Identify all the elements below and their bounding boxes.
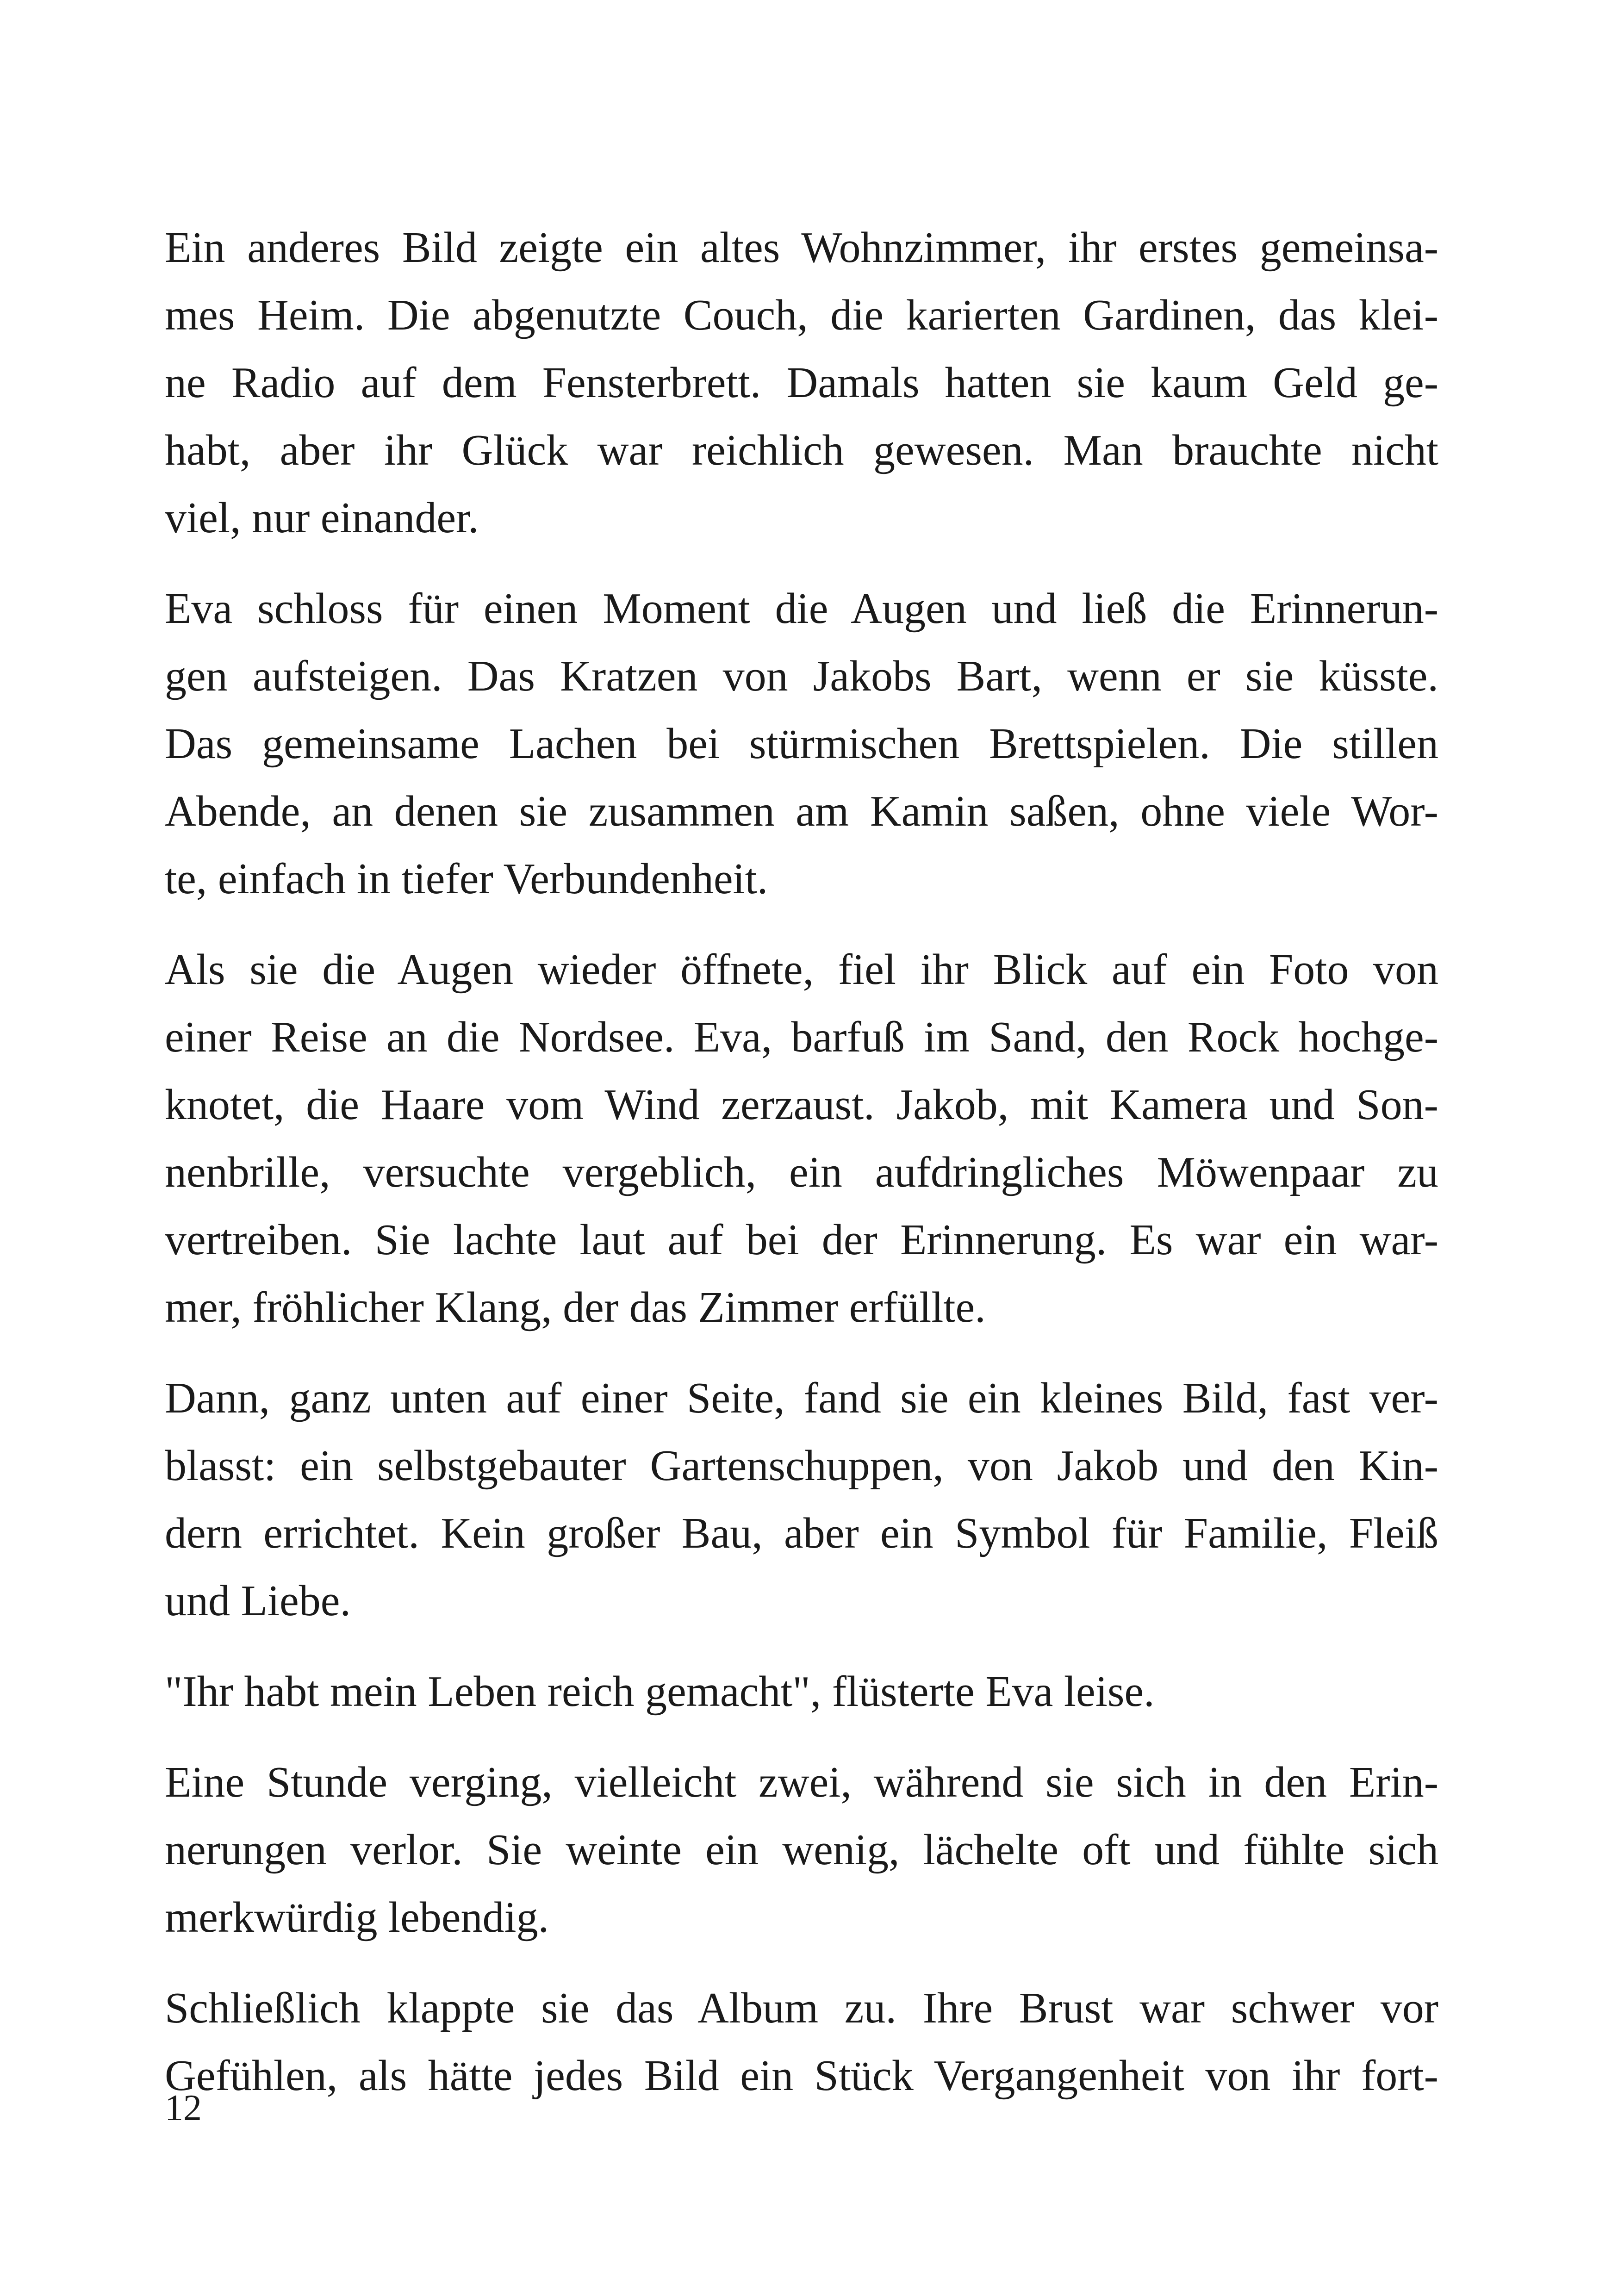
text-line: Dann, ganz unten auf einer Seite, fand sie ein kleines Bild, fast ver- (165, 1374, 1438, 1422)
text-line: Eine Stunde verging, vielleicht zwei, während sie sich in den Erin- (165, 1758, 1438, 1806)
text-line: habt, aber ihr Glück war reichlich gewesen. Man brauchte nicht (165, 426, 1438, 474)
text-line: merkwürdig lebendig. (165, 1893, 549, 1941)
text-line: und Liebe. (165, 1577, 351, 1625)
page-number: 12 (165, 2088, 202, 2128)
paragraph (165, 936, 1438, 1341)
text-line: Schließlich klappte sie das Album zu. Ihre Brust war schwer vor (165, 1984, 1438, 2032)
text-line: Das gemeinsame Lachen bei stürmischen Brettspielen. Die stillen (165, 720, 1438, 768)
text-line: Ein anderes Bild zeigte ein altes Wohnzimmer, ihr erstes gemeinsa- (165, 224, 1438, 272)
text-line: "Ihr habt mein Leben reich gemacht", flüsterte Eva leise. (165, 1668, 1155, 1716)
text-line: ne Radio auf dem Fensterbrett. Damals hatten sie kaum Geld ge- (165, 359, 1438, 407)
paragraph (165, 1974, 1438, 2109)
text-line: einer Reise an die Nordsee. Eva, barfuß im Sand, den Rock hochge- (165, 1013, 1438, 1061)
paragraph (165, 1658, 1438, 1725)
text-line: dern errichtet. Kein großer Bau, aber ein Symbol für Familie, Fleiß (165, 1509, 1438, 1557)
text-line: mer, fröhlicher Klang, der das Zimmer erfüllte. (165, 1283, 986, 1332)
text-line: Als sie die Augen wieder öffnete, fiel ihr Blick auf ein Foto von (165, 946, 1438, 994)
text-line: knotet, die Haare vom Wind zerzaust. Jakob, mit Kamera und Son- (165, 1081, 1438, 1129)
paragraph (165, 575, 1438, 913)
text-line: Gefühlen, als hätte jedes Bild ein Stück Vergangenheit von ihr fort- (165, 2052, 1438, 2100)
text-line: te, einfach in tiefer Verbundenheit. (165, 855, 768, 903)
text-line: viel, nur einander. (165, 494, 479, 542)
text-line: Abende, an denen sie zusammen am Kamin saßen, ohne viele Wor- (165, 787, 1438, 835)
text-line: gen aufsteigen. Das Kratzen von Jakobs Bart, wenn er sie küsste. (165, 652, 1438, 700)
paragraph (165, 1364, 1438, 1635)
text-line: mes Heim. Die abgenutzte Couch, die karierten Gardinen, das klei- (165, 291, 1438, 339)
text-line: nerungen verlor. Sie weinte ein wenig, lächelte oft und fühlte sich (165, 1826, 1438, 1874)
paragraph (165, 214, 1438, 552)
text-line: Eva schloss für einen Moment die Augen und ließ die Erinnerun- (165, 585, 1438, 633)
text-line: blasst: ein selbstgebauter Gartenschuppen, von Jakob und den Kin- (165, 1442, 1438, 1490)
paragraph (165, 1748, 1438, 1951)
text-line: vertreiben. Sie lachte laut auf bei der Erinnerung. Es war ein war- (165, 1216, 1438, 1264)
text-line: nenbrille, versuchte vergeblich, ein aufdringliches Möwenpaar zu (165, 1148, 1438, 1196)
body-text (165, 214, 1438, 2109)
